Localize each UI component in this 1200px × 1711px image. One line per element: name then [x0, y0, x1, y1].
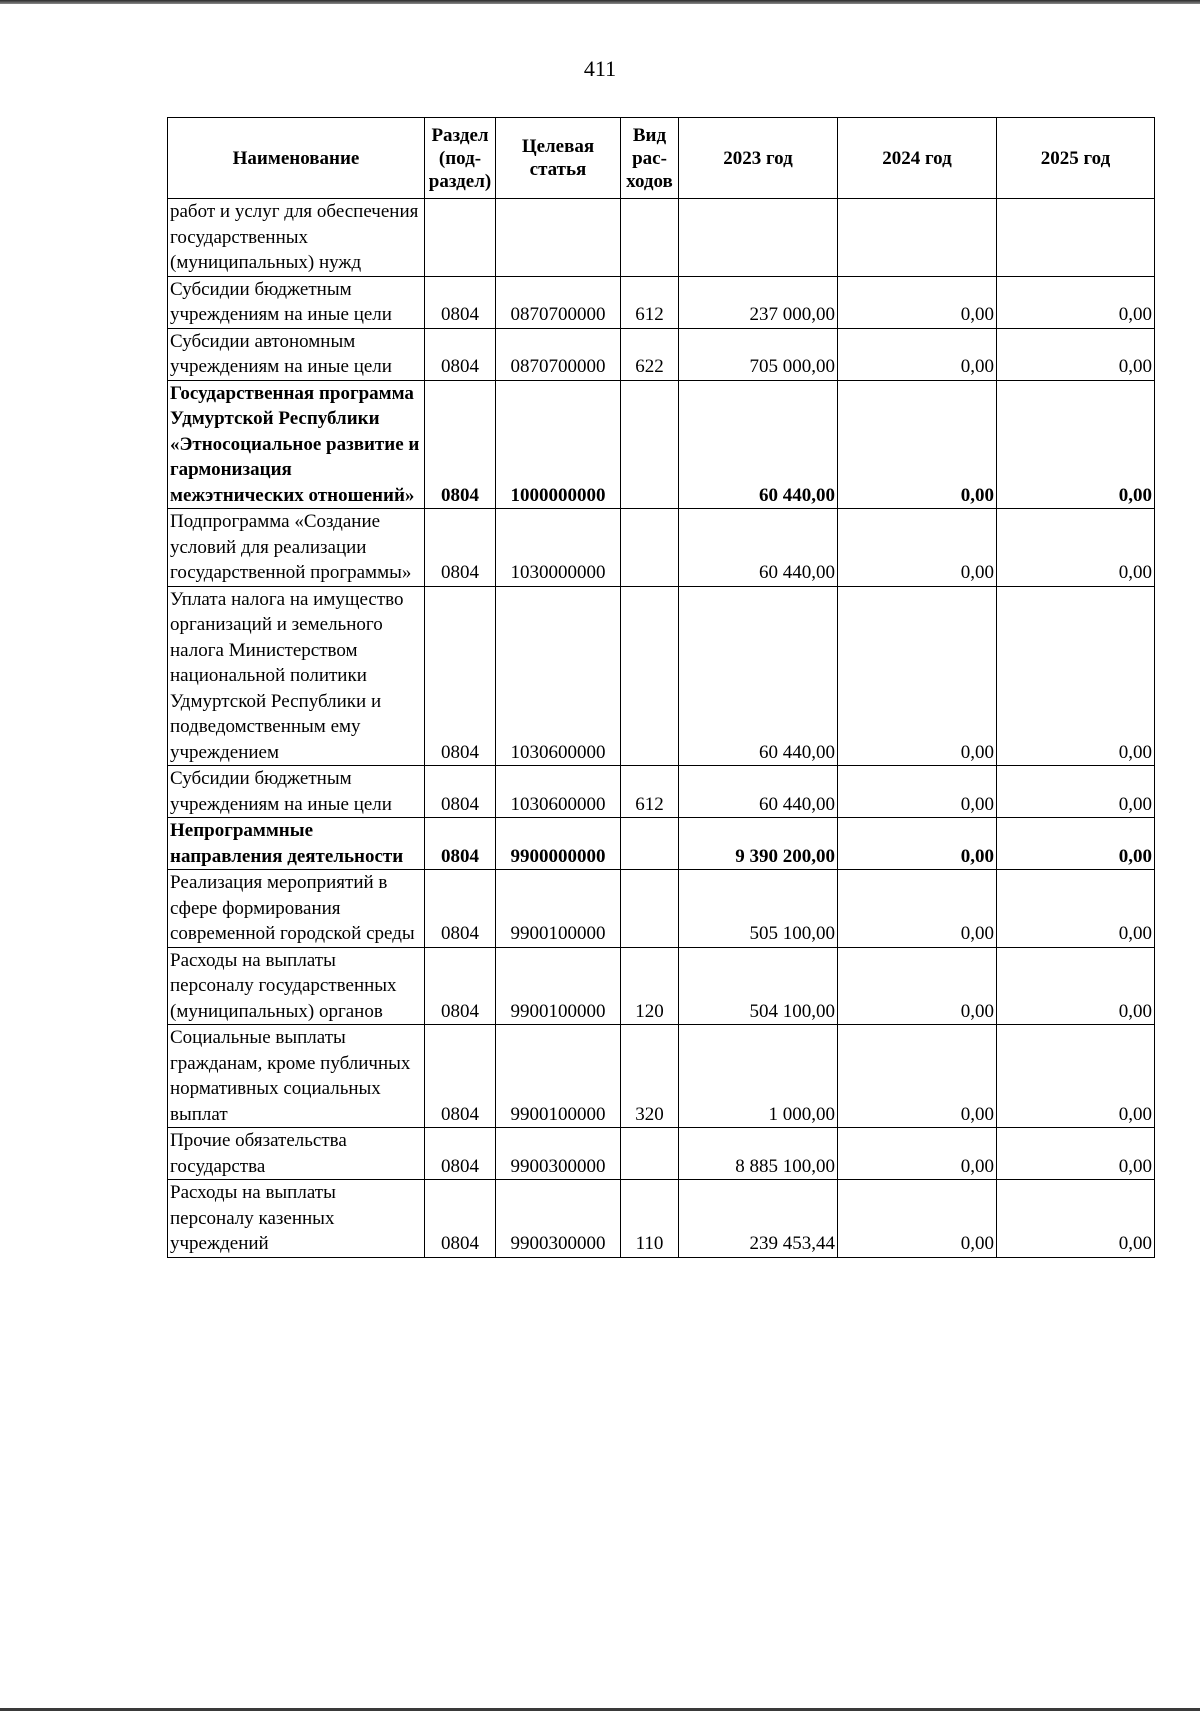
table-row [168, 766, 1155, 818]
table-row [168, 870, 1155, 948]
cell-name: Подпрограмма «Создание условий для реализации государственной программы» [168, 509, 425, 587]
cell-section: 0804 [425, 818, 496, 870]
cell-name: Непрограммные направления деятельности [168, 818, 425, 870]
table-row [168, 818, 1155, 870]
cell-type: 110 [621, 1180, 679, 1258]
cell-2023: 505 100,00 [679, 870, 838, 948]
cell-2024: 0,00 [838, 870, 997, 948]
cell-2023: 60 440,00 [679, 586, 838, 766]
header-target: Целевая статья [496, 118, 621, 199]
cell-type [621, 199, 679, 277]
cell-2024: 0,00 [838, 380, 997, 509]
cell-2025: 0,00 [997, 1128, 1155, 1180]
cell-2023: 9 390 200,00 [679, 818, 838, 870]
cell-name: Прочие обязательства государства [168, 1128, 425, 1180]
cell-target: 1030600000 [496, 586, 621, 766]
cell-2024: 0,00 [838, 818, 997, 870]
cell-target: 9900100000 [496, 870, 621, 948]
cell-2023: 705 000,00 [679, 328, 838, 380]
cell-2023: 239 453,44 [679, 1180, 838, 1258]
cell-name: Реализация мероприятий в сфере формирования современной городской среды [168, 870, 425, 948]
cell-2025: 0,00 [997, 380, 1155, 509]
cell-name: Расходы на выплаты персоналу государственных (муниципальных) органов [168, 947, 425, 1025]
header-type: Вид рас-ходов [621, 118, 679, 199]
cell-target: 1030000000 [496, 509, 621, 587]
header-2023: 2023 год [679, 118, 838, 199]
cell-2025: 0,00 [997, 818, 1155, 870]
cell-2024 [838, 199, 997, 277]
cell-name: Расходы на выплаты персоналу казенных учреждений [168, 1180, 425, 1258]
cell-2025: 0,00 [997, 766, 1155, 818]
table-row [168, 1180, 1155, 1258]
cell-target: 1000000000 [496, 380, 621, 509]
cell-2023: 60 440,00 [679, 766, 838, 818]
cell-section: 0804 [425, 1128, 496, 1180]
table-row [168, 1025, 1155, 1128]
cell-target: 0870700000 [496, 276, 621, 328]
cell-2023: 1 000,00 [679, 1025, 838, 1128]
cell-2023: 60 440,00 [679, 380, 838, 509]
cell-section: 0804 [425, 766, 496, 818]
cell-type: 612 [621, 276, 679, 328]
cell-2024: 0,00 [838, 276, 997, 328]
header-section: Раздел (под-раздел) [425, 118, 496, 199]
table-row [168, 328, 1155, 380]
cell-section: 0804 [425, 870, 496, 948]
cell-type: 120 [621, 947, 679, 1025]
cell-section: 0804 [425, 380, 496, 509]
cell-2023: 8 885 100,00 [679, 1128, 838, 1180]
cell-2024: 0,00 [838, 766, 997, 818]
cell-target: 9900100000 [496, 1025, 621, 1128]
cell-2024: 0,00 [838, 328, 997, 380]
cell-2025: 0,00 [997, 328, 1155, 380]
cell-name: Субсидии бюджетным учреждениям на иные цели [168, 276, 425, 328]
cell-2025: 0,00 [997, 276, 1155, 328]
cell-section: 0804 [425, 1180, 496, 1258]
header-name: Наименование [168, 118, 425, 199]
table-row [168, 947, 1155, 1025]
cell-name: Государственная программа Удмуртской Республики «Этносоциальное развитие и гармонизация межэтнических отношений» [168, 380, 425, 509]
cell-2023 [679, 199, 838, 277]
cell-2024: 0,00 [838, 947, 997, 1025]
cell-2025: 0,00 [997, 509, 1155, 587]
cell-2024: 0,00 [838, 1180, 997, 1258]
cell-target: 9900300000 [496, 1180, 621, 1258]
cell-target: 9900300000 [496, 1128, 621, 1180]
cell-2025: 0,00 [997, 870, 1155, 948]
cell-section: 0804 [425, 947, 496, 1025]
cell-2025: 0,00 [997, 947, 1155, 1025]
cell-2025: 0,00 [997, 1025, 1155, 1128]
budget-table [167, 117, 1155, 1258]
cell-type: 612 [621, 766, 679, 818]
cell-type: 622 [621, 328, 679, 380]
cell-section: 0804 [425, 509, 496, 587]
cell-section: 0804 [425, 1025, 496, 1128]
cell-target: 0870700000 [496, 328, 621, 380]
cell-name: Субсидии автономным учреждениям на иные цели [168, 328, 425, 380]
cell-2024: 0,00 [838, 509, 997, 587]
cell-2025: 0,00 [997, 1180, 1155, 1258]
table-row [168, 199, 1155, 277]
table-row [168, 1128, 1155, 1180]
header-2024: 2024 год [838, 118, 997, 199]
cell-type [621, 509, 679, 587]
cell-2025: 0,00 [997, 586, 1155, 766]
cell-type [621, 586, 679, 766]
table-row [168, 276, 1155, 328]
cell-target: 9900000000 [496, 818, 621, 870]
cell-target [496, 199, 621, 277]
cell-type: 320 [621, 1025, 679, 1128]
cell-name: Уплата налога на имущество организаций и земельного налога Министерством национальной политики Удмуртской Республики и подведомственным ему учреждением [168, 586, 425, 766]
cell-section: 0804 [425, 586, 496, 766]
cell-type [621, 818, 679, 870]
cell-section: 0804 [425, 276, 496, 328]
cell-2024: 0,00 [838, 586, 997, 766]
scan-edge-top [0, 0, 1200, 4]
cell-name: работ и услуг для обеспечения государственных (муниципальных) нужд [168, 199, 425, 277]
header-row [168, 118, 1155, 199]
cell-2025 [997, 199, 1155, 277]
header-2025: 2025 год [997, 118, 1155, 199]
cell-section: 0804 [425, 328, 496, 380]
cell-2023: 504 100,00 [679, 947, 838, 1025]
cell-2024: 0,00 [838, 1025, 997, 1128]
cell-target: 1030600000 [496, 766, 621, 818]
cell-target: 9900100000 [496, 947, 621, 1025]
cell-type [621, 380, 679, 509]
page-number: 411 [583, 56, 617, 81]
cell-name: Социальные выплаты гражданам, кроме публичных нормативных социальных выплат [168, 1025, 425, 1128]
cell-type [621, 870, 679, 948]
cell-name: Субсидии бюджетным учреждениям на иные цели [168, 766, 425, 818]
cell-section [425, 199, 496, 277]
table-row [168, 380, 1155, 509]
table-row [168, 586, 1155, 766]
cell-2023: 60 440,00 [679, 509, 838, 587]
cell-2023: 237 000,00 [679, 276, 838, 328]
table-row [168, 509, 1155, 587]
cell-type [621, 1128, 679, 1180]
cell-2024: 0,00 [838, 1128, 997, 1180]
